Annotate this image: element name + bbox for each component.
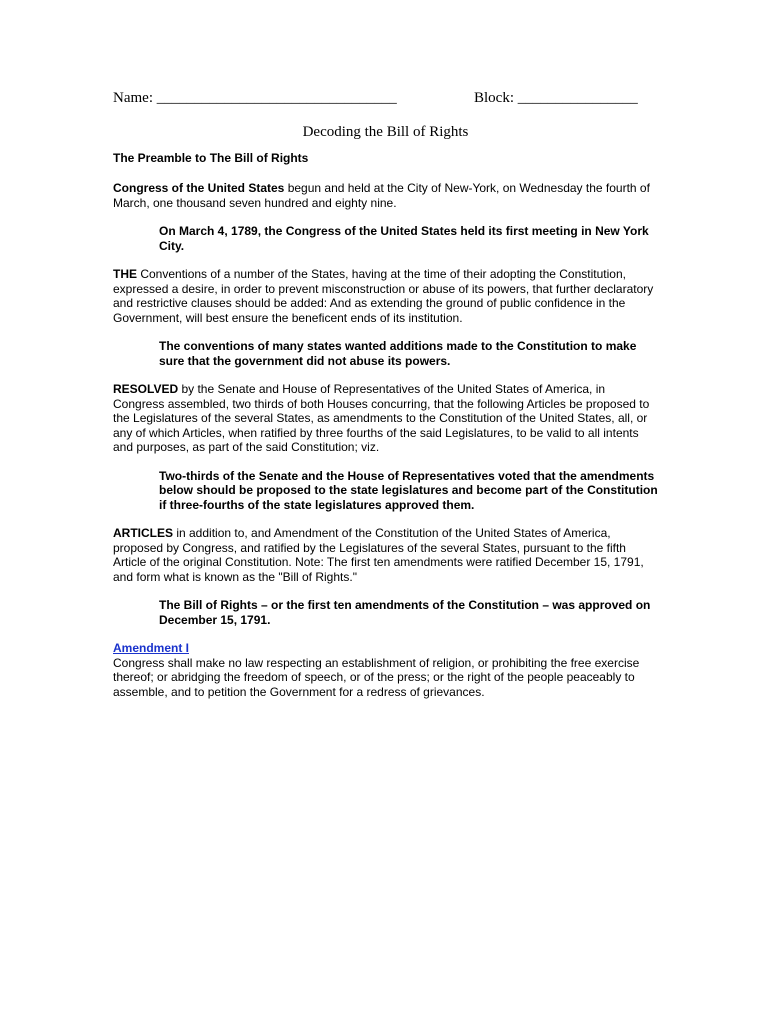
block-field <box>474 90 638 107</box>
paragraph-articles <box>113 526 658 584</box>
document-page <box>113 88 658 699</box>
document-title: Decoding the Bill of Rights <box>302 124 469 140</box>
block-label: Block: <box>474 90 514 106</box>
paragraph-lead: RESOLVED <box>113 382 179 396</box>
header-row <box>113 88 658 110</box>
paragraph-resolved <box>113 382 658 455</box>
paragraph-text: by the Senate and House of Representatives of the United States of America, in Congress assembled, two thirds of both Houses concurring, that the following Articles be proposed to the Legislatures of the several States, as amendments to the Constitution of the United States, all, or any of which Articles, when ratified by three fourths of the said Legislatures, to be valid to all intents and purposes, as part of the said Constitution; viz. <box>113 382 650 454</box>
paragraph-congress <box>113 181 658 210</box>
paragraph-conventions <box>113 267 658 325</box>
paragraph-text: Conventions of a number of the States, having at the time of their adopting the Constitution, expressed a desire, in order to prevent misconstruction or abuse of its powers, that further declaratory and restrictive clauses should be added: And as extending the ground of public confidence in the Government, will best ensure the beneficent ends of its institution. <box>113 267 654 325</box>
paragraph-lead: THE <box>113 267 137 281</box>
name-blank: ________________________________ <box>156 90 397 106</box>
paragraph-text: in addition to, and Amendment of the Constitution of the United States of America, proposed by Congress, and ratified by the Legislatures of the several States, pursuant to the fifth Article of the original Constitution. Note: The first ten amendments were ratified December 15, 1791, and form what is known as the "Bill of Rights." <box>113 526 644 584</box>
paragraph-lead: ARTICLES <box>113 526 173 540</box>
paragraph-lead: Congress of the United States <box>113 181 285 195</box>
name-field <box>113 90 397 107</box>
amendment-i-link[interactable]: Amendment I <box>113 641 190 655</box>
block-blank: ________________ <box>517 90 638 106</box>
summary-articles: The Bill of Rights – or the first ten amendments of the Constitution – was approved on December 15, 1791. <box>159 598 651 627</box>
section-heading: The Preamble to The Bill of Rights <box>113 151 309 165</box>
amendment-i-text: Congress shall make no law respecting an establishment of religion, or prohibiting the free exercise thereof; or abridging the freedom of speech, or of the press; or the right of the people peaceably to assemble, and to petition the Government for a redress of grievances. <box>113 655 640 699</box>
name-label: Name: <box>113 90 153 106</box>
summary-resolved: Two-thirds of the Senate and the House of Representatives voted that the amendments below should be proposed to the state legislatures and become part of the Constitution if three-fourths of the state legislatures approved them. <box>159 468 658 512</box>
summary-congress: On March 4, 1789, the Congress of the United States held its first meeting in New York City. <box>159 224 649 253</box>
paragraph-text: begun and held at the City of New-York, on Wednesday the fourth of March, one thousand seven hundred and eighty nine. <box>113 181 650 210</box>
summary-conventions: The conventions of many states wanted additions made to the Constitution to make sure that the government did not abuse its powers. <box>159 339 637 368</box>
